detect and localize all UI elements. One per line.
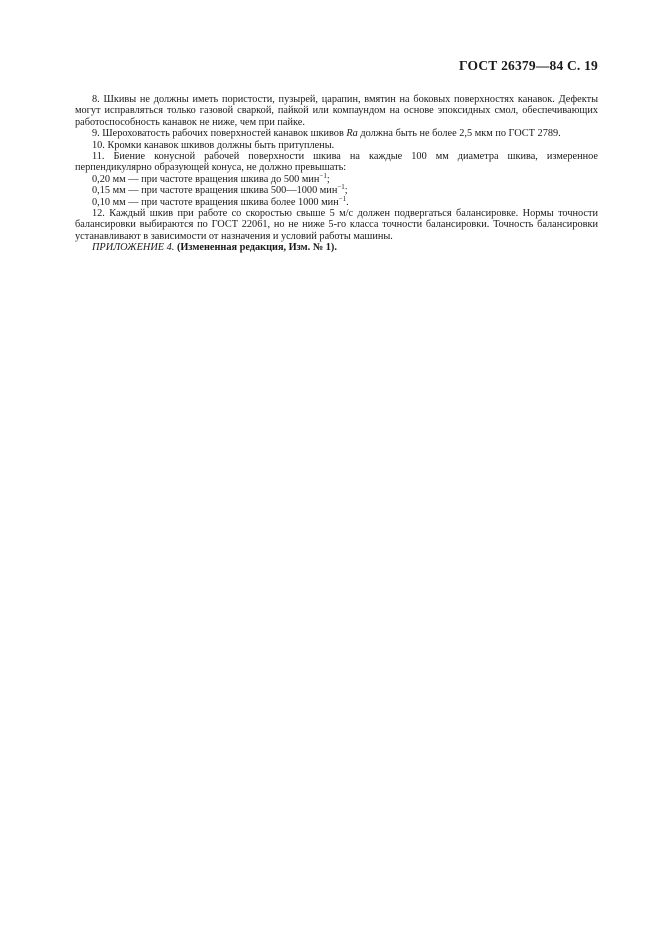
runout-text: 0,20 мм — при частоте вращения шкива до 500 мин [92, 173, 320, 185]
appendix-label: ПРИЛОЖЕНИЕ 4. [92, 242, 175, 254]
runout-text: 0,15 мм — при частоте вращения шкива 500—1000 мин [92, 185, 338, 197]
appendix-note [75, 242, 598, 253]
runout-end: . [346, 196, 349, 208]
runout-text: 0,10 мм — при частоте вращения шкива более 1000 мин [92, 196, 339, 208]
paragraph-11: 11. Биение конусной рабочей поверхности шкива на каждые 100 мм диаметра шкива, измеренное перпендикулярно образующей конуса, не должно превышать: [75, 151, 598, 174]
paragraph-9-text: 9. Шероховатость рабочих поверхностей канавок шкивов [92, 128, 347, 140]
roughness-symbol: Ra [346, 128, 358, 140]
document-body [75, 94, 598, 254]
runout-end: ; [344, 185, 348, 197]
runout-line-3 [75, 194, 598, 208]
runout-unit-exponent: −1 [319, 171, 327, 180]
runout-unit-exponent: −1 [338, 194, 347, 203]
paragraph-8: 8. Шкивы не должны иметь пористости, пузырей, царапин, вмятин на боковых поверхностях канавок. Дефекты могут исправляться только газовой сваркой, пайкой или компаундом на основе эпоксидных смол, обеспечивающих работоспособность канавок не ниже, чем при пайке. [75, 94, 598, 128]
runout-unit-exponent: −1 [337, 183, 345, 192]
runout-end: ; [326, 173, 330, 185]
runout-line-2 [75, 185, 598, 196]
paragraph-9-text-end: должна быть не более 2,5 мкм по ГОСТ 2789. [357, 128, 561, 140]
revision-note: (Измененная редакция, Изм. № 1). [176, 242, 337, 254]
paragraph-10: 10. Кромки канавок шкивов должны быть притуплены. [92, 139, 335, 151]
paragraph-9 [75, 128, 598, 139]
paragraph-12: 12. Каждый шкив при работе со скоростью свыше 5 м/с должен подвергаться балансировке. Нормы точности балансировки выбираются по ГОСТ 22061, но не ниже 5-го класса точности балансировки. Точность балансировки устанавливают в зависимости от назначения и условий работы машины. [75, 208, 598, 242]
page-header: ГОСТ 26379—84 С. 19 [459, 58, 598, 73]
